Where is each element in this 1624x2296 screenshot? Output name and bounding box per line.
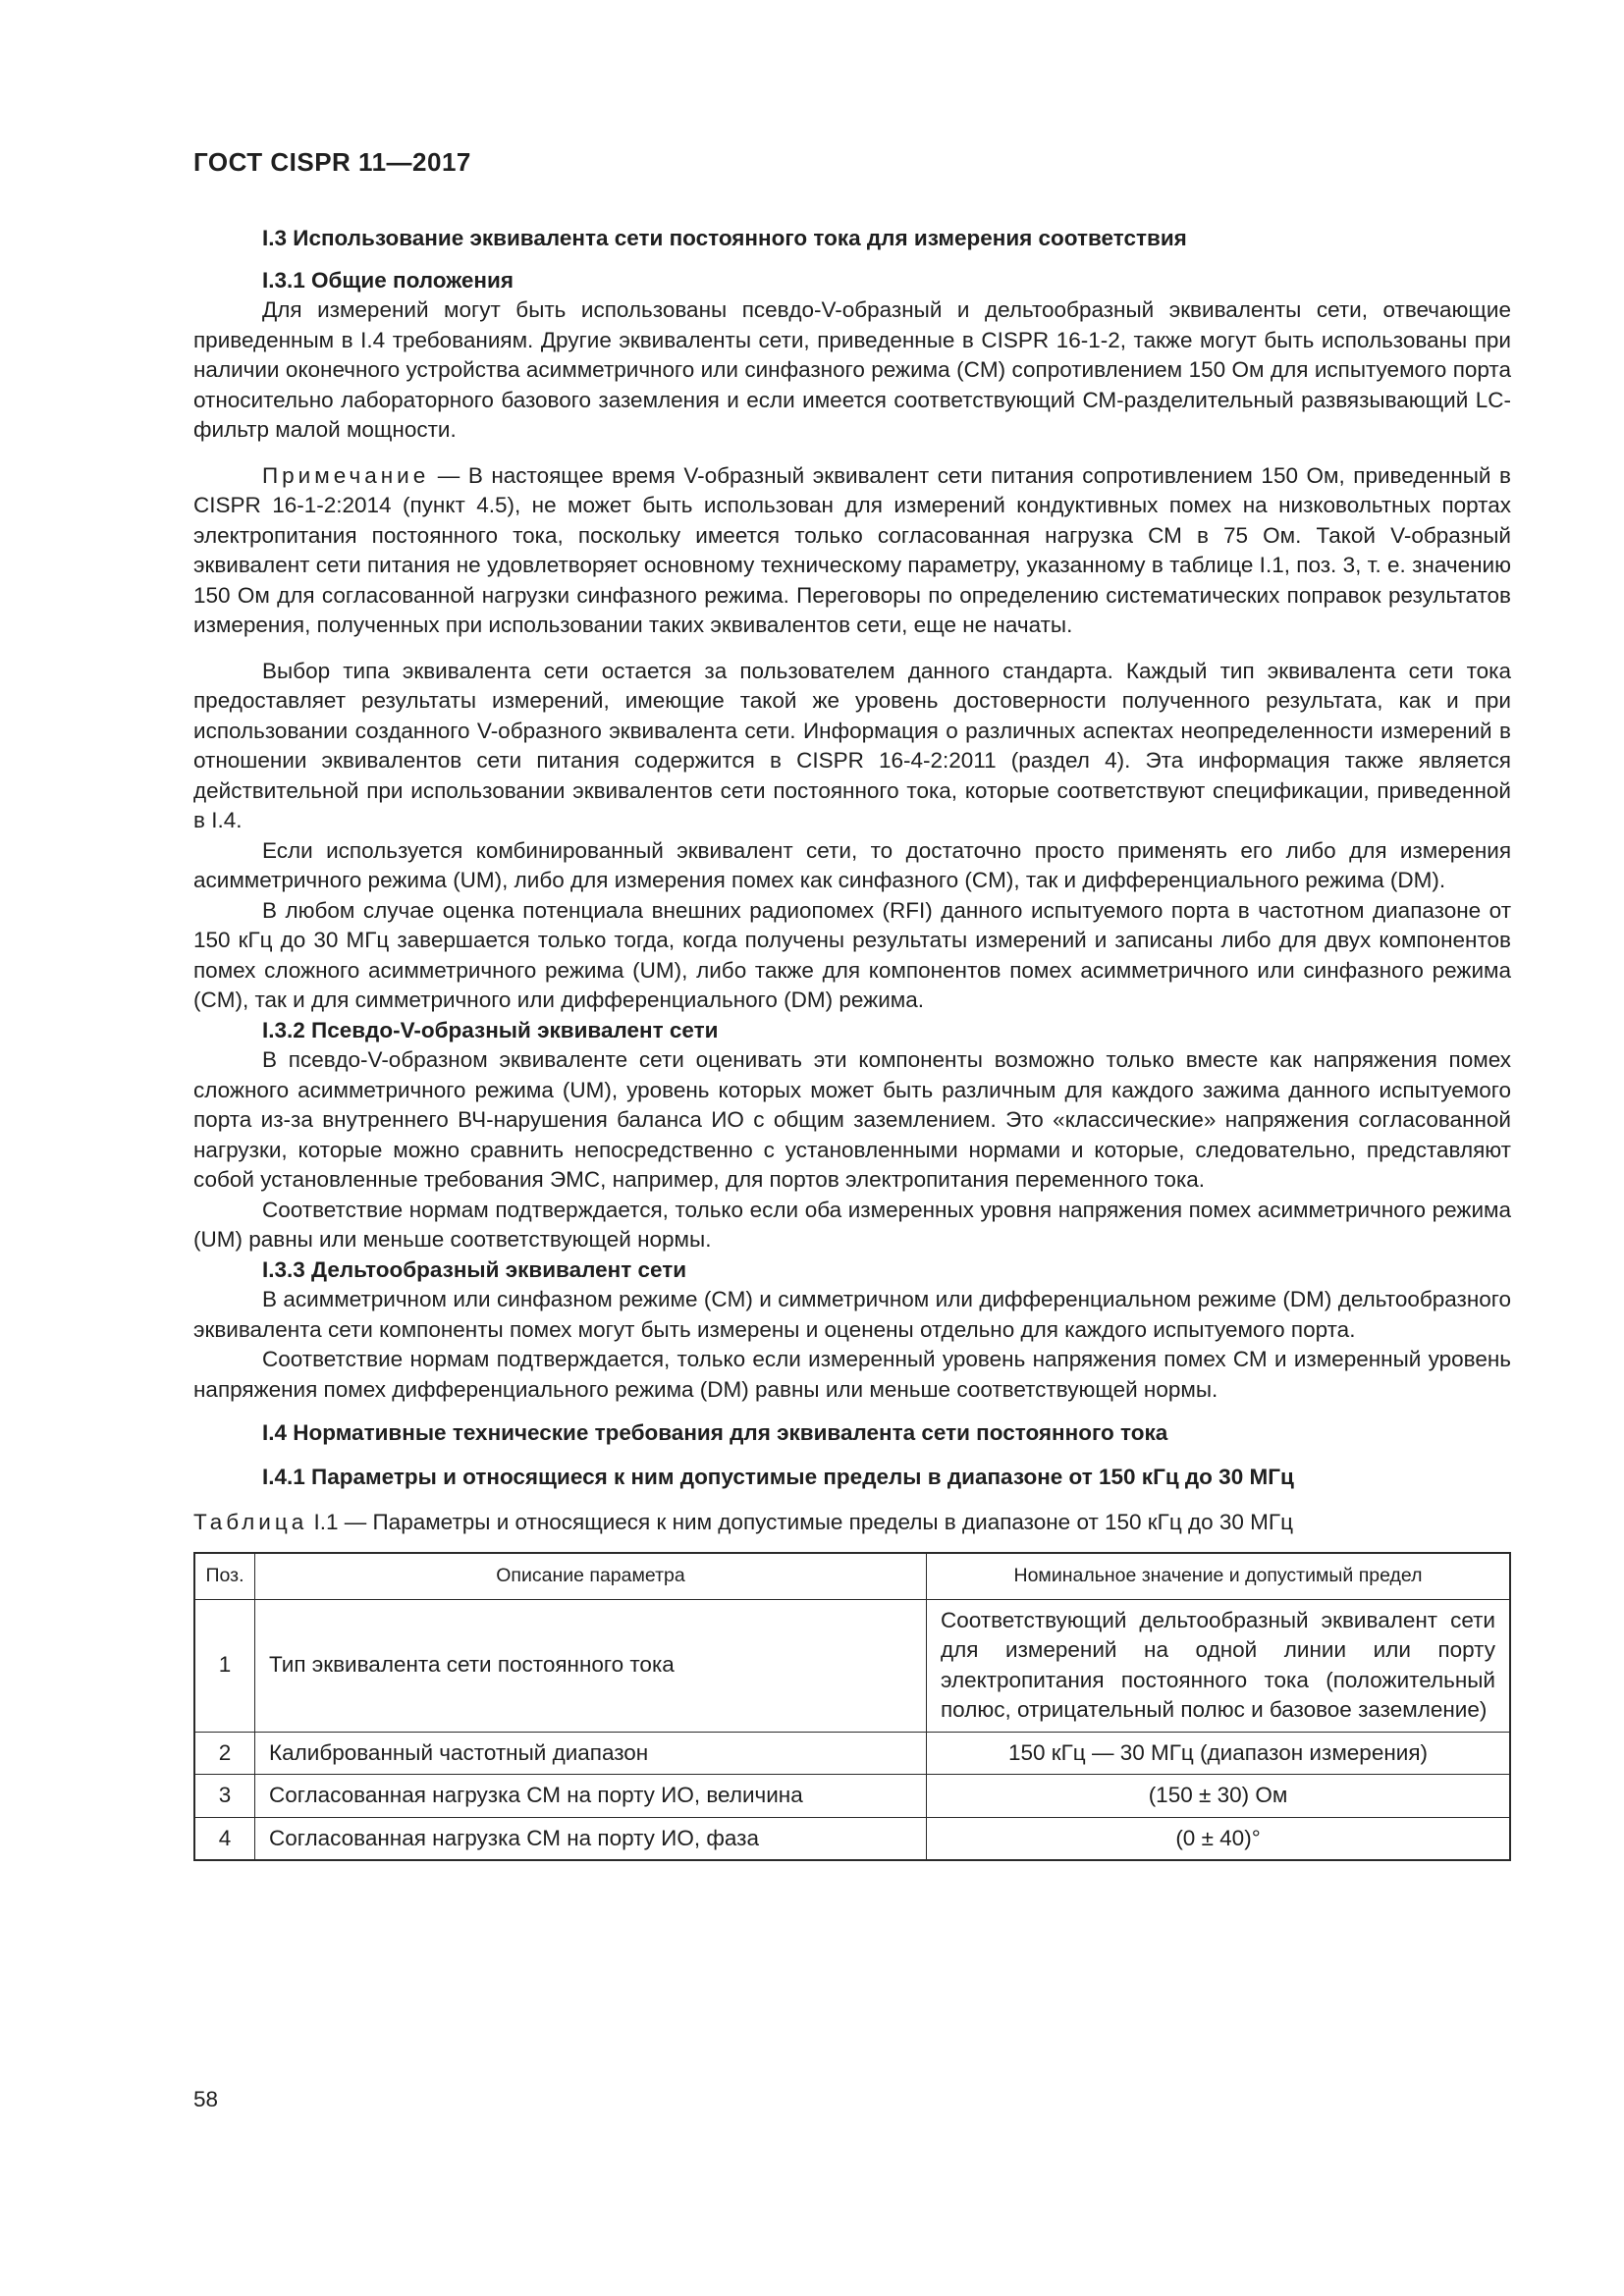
table-header-row <box>194 1553 1510 1600</box>
row-value: 150 кГц — 30 МГц (диапазон измерения) <box>927 1732 1511 1775</box>
paragraph: В асимметричном или синфазном режиме (CM) и симметричном или дифференциальном режиме (DM) дельтообразного эквивалента сети компоненты помех могут быть измерены и оценены отдельно для каждого испытуемого порта. <box>193 1287 1511 1342</box>
section-i31-title: I.3.1 Общие положения <box>262 267 514 293</box>
row-description: Калиброванный частотный диапазон <box>255 1732 927 1775</box>
document-header: ГОСТ CISPR 11—2017 <box>193 147 471 177</box>
page-number: 58 <box>193 2087 219 2111</box>
paragraph: Выбор типа эквивалента сети остается за пользователем данного стандарта. Каждый тип эквивалента сети тока предоставляет результаты измерений, имеющие такой же уровень достоверности полученного результата, как и при использовании созданного V-образного эквивалента сети. Информация о различных аспектах неопределенности измерений в отношении эквивалентов сети питания содержится в CISPR 16-4-2:2011 (раздел 4). Эта информация также является действительной при использовании эквивалентов сети постоянного тока, которые соответствуют спецификации, приведенной в I.4. <box>193 658 1511 832</box>
table-row <box>194 1732 1510 1775</box>
column-header-value: Номинальное значение и допустимый предел <box>927 1553 1511 1600</box>
section-i33-title: I.3.3 Дельтообразный эквивалент сети <box>262 1256 687 1282</box>
row-value: Соответствующий дельтообразный эквивалент сети для измерений на одной линии или порту электропитания постоянного тока (положительный полюс, отрицательный полюс и базовое заземление) <box>927 1599 1511 1732</box>
paragraph: Если используется комбинированный эквивалент сети, то достаточно просто применять его либо для измерения асимметричного режима (UM), либо для измерения помех как синфазного (CM), так и дифференциального режима (DM). <box>193 837 1511 892</box>
row-number: 2 <box>194 1732 255 1775</box>
paragraph: Для измерений могут быть использованы псевдо-V-образный и дельтообразный эквиваленты сети, отвечающие приведенным в I.4 требованиям. Другие эквиваленты сети, приведенные в CISPR 16-1-2, также могут быть использованы при наличии оконечного устройства асимметричного или синфазного режима (CM) сопротивлением 150 Ом для испытуемого порта относительно лабораторного базового заземления и если имеется соответствующий СМ-разделительный развязывающий LC-фильтр малой мощности. <box>193 297 1511 442</box>
paragraph: В любом случае оценка потенциала внешних радиопомех (RFI) данного испытуемого порта в частотном диапазоне от 150 кГц до 30 МГц завершается только тогда, когда получены результаты измерений и записаны либо для двух компонентов помех сложного асимметричного режима (UM), либо также для компонентов помех асимметричного или синфазного режима (CM), так и для симметричного или дифференциального (DM) режима. <box>193 897 1511 1012</box>
section-i32-title: I.3.2 Псевдо-V-образный эквивалент сети <box>262 1017 719 1042</box>
column-header-description: Описание параметра <box>255 1553 927 1600</box>
paragraph: Соответствие нормам подтверждается, только если оба измеренных уровня напряжения помех асимметричного режима (UM) равны или меньше соответствующей нормы. <box>193 1197 1511 1252</box>
note-label: Примечание <box>262 462 430 488</box>
note-paragraph <box>193 461 1511 641</box>
row-description: Согласованная нагрузка СМ на порту ИО, величина <box>255 1775 927 1818</box>
document-body <box>193 224 1511 1861</box>
row-description: Согласованная нагрузка СМ на порту ИО, фаза <box>255 1817 927 1860</box>
table-row <box>194 1775 1510 1818</box>
parameters-table <box>193 1552 1511 1862</box>
table-caption-text: I.1 — Параметры и относящиеся к ним допустимые пределы в диапазоне от 150 кГц до 30 МГц <box>307 1510 1293 1534</box>
row-value: (0 ± 40)° <box>927 1817 1511 1860</box>
note-text: — В настоящее время V-образный эквивалент сети питания сопротивлением 150 Ом, приведенный в CISPR 16-1-2:2014 (пункт 4.5), не может быть использован для измерений кондуктивных помех на низковольтных портах электропитания постоянного тока, поскольку имеется только согласованная нагрузка СМ в 75 Ом. Такой V-образный эквивалент сети питания не удовлетворяет основному техническому параметру, указанному в таблице I.1, поз. 3, т. е. значению 150 Ом для согласованной нагрузки синфазного режима. Переговоры по определению систематических поправок результатов измерения, полученных при использовании таких эквивалентов сети, еще не начаты. <box>193 462 1511 637</box>
paragraph: В псевдо-V-образном эквиваленте сети оценивать эти компоненты возможно только вместе как напряжения помех сложного асимметричного режима (UM), уровень которых может быть различным для каждого зажима данного испытуемого порта из-за внутреннего ВЧ-нарушения баланса ИО с общим заземлением. Это «классические» напряжения согласованной нагрузки, которые можно сравнить непосредственно с установленными нормами и которые, следовательно, представляют собой установленные требования ЭМС, например, для портов электропитания переменного тока. <box>193 1047 1511 1192</box>
section-i41-title: I.4.1 Параметры и относящиеся к ним допустимые пределы в диапазоне от 150 кГц до 30 МГц <box>262 1464 1294 1489</box>
row-value: (150 ± 30) Ом <box>927 1775 1511 1818</box>
section-i4-title: I.4 Нормативные технические требования для эквивалента сети постоянного тока <box>262 1420 1168 1445</box>
row-number: 3 <box>194 1775 255 1818</box>
table-row <box>194 1599 1510 1732</box>
section-i3-title: I.3 Использование эквивалента сети постоянного тока для измерения соответствия <box>262 226 1187 250</box>
table-caption <box>193 1508 1511 1538</box>
row-number: 4 <box>194 1817 255 1860</box>
table-caption-label: Таблица <box>193 1510 308 1534</box>
table-row <box>194 1817 1510 1860</box>
paragraph: Соответствие нормам подтверждается, только если измеренный уровень напряжения помех СМ и измеренный уровень напряжения помех дифференциального режима (DM) равны или меньше соответствующей нормы. <box>193 1347 1511 1402</box>
column-header-number: Поз. <box>194 1553 255 1600</box>
row-number: 1 <box>194 1599 255 1732</box>
row-description: Тип эквивалента сети постоянного тока <box>255 1599 927 1732</box>
